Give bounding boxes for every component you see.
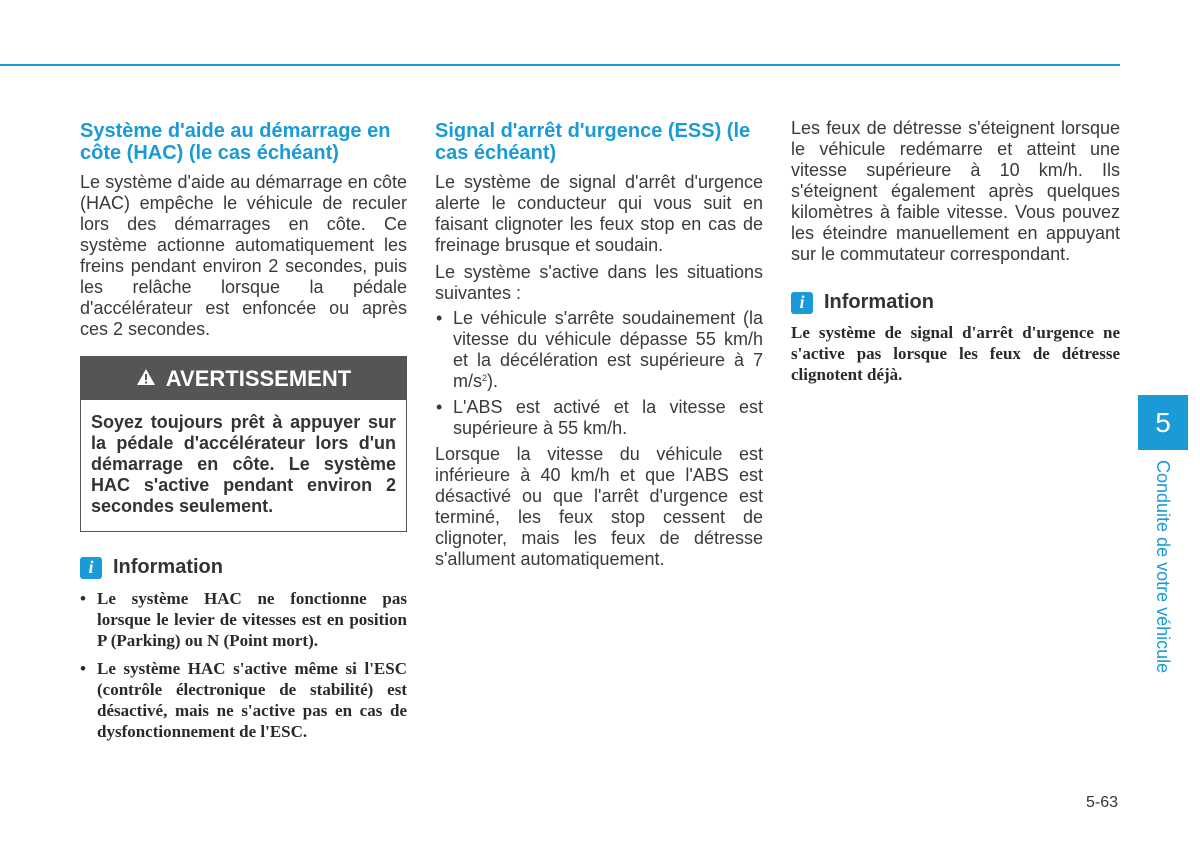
warning-text: Soyez toujours prêt à appuyer sur la pédale d'accélérateur lors d'un démarrage en côte. Le système HAC s'active pendant environ 2 secondes seulement. [91, 412, 396, 516]
info-icon: i [80, 557, 102, 579]
warning-triangle-icon [136, 366, 156, 392]
list-item: • Le système HAC ne fonctionne pas lorsque le levier de vitesses est en position P (Parking) ou N (Point mort). [80, 588, 407, 651]
condition-text: Le véhicule s'arrête soudainement (la vitesse du véhicule dépasse 55 km/h et la décélération est supérieure à 7 m/s [453, 308, 763, 391]
condition-text-end: ). [487, 371, 499, 391]
ess-conditions-list [435, 308, 763, 439]
column-hac [80, 118, 407, 749]
ess-description: Le système de signal d'arrêt d'urgence alerte le conducteur qui vous suit en faisant clignoter les feux stop en cas de freinage brusque et soudain. [435, 172, 763, 255]
chapter-tab: 5 [1138, 395, 1188, 450]
list-item: • L'ABS est activé et la vitesse est supérieure à 55 km/h. [435, 397, 763, 439]
list-item: • Le système HAC s'active même si l'ESC (contrôle électronique de stabilité) est désactivé, mais ne s'active pas en cas de dysfonctionnement de l'ESC. [80, 658, 407, 742]
info-list-hac [80, 588, 407, 742]
info-icon: i [791, 292, 813, 314]
info-title: Information [824, 291, 934, 313]
info-text-ess: Le système de signal d'arrêt d'urgence ne s'active pas lorsque les feux de détresse clignotent déjà. [791, 323, 1120, 384]
column-ess-continued [791, 118, 1120, 385]
info-title: Information [113, 556, 223, 578]
info-heading-hac [80, 556, 407, 579]
info-heading-ess [791, 291, 1120, 314]
hac-description: Le système d'aide au démarrage en côte (HAC) empêche le véhicule de reculer lors des démarrages en côte. Ce système actionne automatiquement les freins pendant environ 2 secondes, puis les relâche lorsque la pédale d'accélérateur est enfoncée ou après ces 2 secondes. [80, 172, 407, 339]
ess-activation-intro: Le système s'active dans les situations suivantes : [435, 262, 763, 303]
hazard-lights-description: Les feux de détresse s'éteignent lorsque le véhicule redémarre et atteint une vitesse supérieure à 10 km/h. Ils s'éteignent également après quelques kilomètres à faible vitesse. Vous pouvez les éteindre manuellement en appuyant sur le commutateur correspondant. [791, 118, 1120, 264]
chapter-title: Conduite de votre véhicule [1153, 460, 1173, 674]
superscript: 2 [482, 373, 488, 383]
column-ess [435, 118, 763, 570]
section-heading-ess: Signal d'arrêt d'urgence (ESS) (le cas échéant) [435, 120, 751, 164]
page-number: 5-63 [1085, 794, 1118, 811]
warning-header [81, 357, 406, 400]
top-rule [0, 64, 1120, 66]
warning-title: AVERTISSEMENT [165, 365, 352, 391]
ess-deactivation: Lorsque la vitesse du véhicule est inférieure à 40 km/h et que l'ABS est désactivé ou que l'arrêt d'urgence est terminé, les feux stop cessent de clignoter, mais les feux de détresse s'allument automatiquement. [435, 444, 763, 569]
section-heading-hac: Système d'aide au démarrage en côte (HAC) (le cas échéant) [80, 120, 391, 164]
warning-box [80, 356, 407, 532]
list-item [435, 308, 763, 392]
